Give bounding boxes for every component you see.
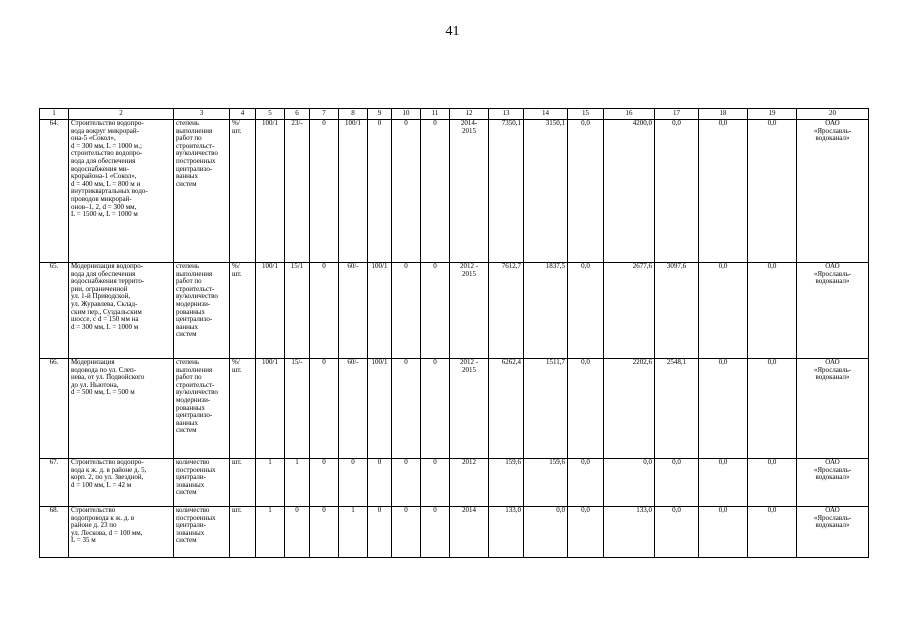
table-row [40,120,869,263]
cell-col16: 4200,0 [604,120,655,263]
cell-col10: 0 [392,120,421,263]
cell-col8: 60/- [339,263,368,359]
cell-col11: 0 [421,507,450,558]
cell-col14: 3150,1 [524,120,568,263]
cell-col5: 100/1 [256,263,285,359]
years: 2014- 2015 [450,120,489,263]
column-header: 5 [256,109,285,120]
cell-col14: 1837,5 [524,263,568,359]
years: 2014 [450,507,489,558]
cell-col15: 0,0 [568,120,604,263]
cell-col6: 0 [285,507,310,558]
indicator-name: степень выполнения работ по строительст- ву/количество построенных централизо- ванных систем [174,120,230,263]
organization: ОАО «Ярославль- водоканал» [797,263,869,359]
organization: ОАО «Ярославль- водоканал» [797,459,869,507]
cell-col10: 0 [392,507,421,558]
column-header: 20 [797,109,869,120]
table-row [40,507,869,558]
cell-col19: 0,0 [748,507,797,558]
cell-col17: 2548,1 [655,359,699,459]
column-header: 8 [339,109,368,120]
cell-col7: 0 [310,263,339,359]
unit: шт. [230,507,256,558]
cell-col19: 0,0 [748,263,797,359]
column-header: 4 [230,109,256,120]
measure-description: Модернизация водопро- вода для обеспечения водоснабжения террито- рии, ограниченной ул. 1-й Приводской, ул. Журавлева, Склад- ским пер., Суздальским шоссе, с d = 150 мм на d = 300 мм, L = 1000 м [69,263,174,359]
measure-description: Строительство водопровода к ж. д. в районе д. 23 по ул. Лескова, d = 100 мм, L = 35 м [69,507,174,558]
cell-col6: 1 [285,459,310,507]
table-row [40,263,869,359]
column-header: 14 [524,109,568,120]
cell-col14: 0,0 [524,507,568,558]
cell-col9: 100/1 [368,263,392,359]
organization: ОАО «Ярославль- водоканал» [797,507,869,558]
cell-col11: 0 [421,263,450,359]
cell-col15: 0,0 [568,263,604,359]
cell-col13: 7350,1 [489,120,524,263]
organization: ОАО «Ярославль- водоканал» [797,120,869,263]
indicator-name: степень выполнения работ по строительст- ву/количество модернизи- рованных централизо- ванных систем [174,263,230,359]
program-table [39,108,869,558]
column-header: 17 [655,109,699,120]
cell-col18: 0,0 [699,459,748,507]
cell-col18: 0,0 [699,120,748,263]
cell-col14: 159,6 [524,459,568,507]
cell-col13: 6262,4 [489,359,524,459]
cell-col18: 0,0 [699,359,748,459]
column-header: 1 [40,109,69,120]
table-row [40,359,869,459]
cell-col8: 1 [339,507,368,558]
cell-col16: 2677,6 [604,263,655,359]
measure-description: Модернизация водовода по ул. Слеп- нева, от ул. Подвойского до ул. Ньютона, d = 500 мм, L = 500 м [69,359,174,459]
years: 2012 - 2015 [450,263,489,359]
column-header: 2 [69,109,174,120]
cell-col5: 1 [256,507,285,558]
years: 2012 [450,459,489,507]
cell-col8: 100/1 [339,120,368,263]
cell-col13: 7612,7 [489,263,524,359]
column-header: 7 [310,109,339,120]
unit: %/ шт. [230,120,256,263]
cell-col13: 133,0 [489,507,524,558]
indicator-name: количество построенных централи- зованных систем [174,459,230,507]
cell-col8: 60/- [339,359,368,459]
unit: %/ шт. [230,359,256,459]
cell-col15: 0,0 [568,359,604,459]
column-header: 12 [450,109,489,120]
cell-col7: 0 [310,359,339,459]
column-header: 15 [568,109,604,120]
cell-col7: 0 [310,120,339,263]
cell-col19: 0,0 [748,120,797,263]
organization: ОАО «Ярославль- водоканал» [797,359,869,459]
page-number: 41 [445,24,460,39]
measure-description: Строительство водопро- вода к ж. д. в районе д. 5, корп. 2, по ул. Звездной, d = 100 мм, L = 42 м [69,459,174,507]
cell-col19: 0,0 [748,459,797,507]
column-header: 11 [421,109,450,120]
years: 2012 - 2015 [450,359,489,459]
column-header: 10 [392,109,421,120]
cell-col11: 0 [421,459,450,507]
measure-description: Строительство водопро- вода вокруг микрорай- она-5 «Сокол», d = 300 мм, L = 1000 м.; строительство водопро- вода для обеспечения водоснабжения ми- крорайона-1 «Сокол», d = 400 мм, L = 800 м и внутриквартальных водо- проводов микрорай- онов–1, 2, d = 300 мм, L = 1500 м, L = 1000 м [69,120,174,263]
cell-col15: 0,0 [568,459,604,507]
column-header: 19 [748,109,797,120]
cell-col6: 15/- [285,359,310,459]
cell-col8: 0 [339,459,368,507]
cell-col10: 0 [392,263,421,359]
column-header: 3 [174,109,230,120]
indicator-name: количество построенных централи- зованных систем [174,507,230,558]
column-header: 18 [699,109,748,120]
cell-col5: 1 [256,459,285,507]
cell-col13: 159,6 [489,459,524,507]
indicator-name: степень выполнения работ по строительст- ву/количество модернизи- рованных централизо- ванных систем [174,359,230,459]
column-header: 6 [285,109,310,120]
cell-col6: 15/1 [285,263,310,359]
cell-col16: 133,0 [604,507,655,558]
table-row [40,459,869,507]
column-header: 16 [604,109,655,120]
column-header: 13 [489,109,524,120]
row-number: 66. [40,359,69,459]
cell-col9: 100/1 [368,359,392,459]
cell-col17: 3097,6 [655,263,699,359]
cell-col11: 0 [421,359,450,459]
cell-col10: 0 [392,359,421,459]
cell-col6: 23/- [285,120,310,263]
cell-col16: 0,0 [604,459,655,507]
cell-col9: 0 [368,507,392,558]
cell-col18: 0,0 [699,263,748,359]
row-number: 67. [40,459,69,507]
cell-col11: 0 [421,120,450,263]
cell-col15: 0,0 [568,507,604,558]
row-number: 68. [40,507,69,558]
cell-col10: 0 [392,459,421,507]
cell-col5: 100/1 [256,359,285,459]
unit: шт. [230,459,256,507]
cell-col18: 0,0 [699,507,748,558]
cell-col7: 0 [310,459,339,507]
cell-col5: 100/1 [256,120,285,263]
cell-col14: 1511,7 [524,359,568,459]
cell-col16: 2202,6 [604,359,655,459]
header-row [40,109,869,120]
cell-col9: 0 [368,120,392,263]
cell-col7: 0 [310,507,339,558]
cell-col17: 0,0 [655,507,699,558]
cell-col19: 0,0 [748,359,797,459]
unit: %/ шт. [230,263,256,359]
cell-col9: 0 [368,459,392,507]
column-header: 9 [368,109,392,120]
row-number: 65. [40,263,69,359]
cell-col17: 0,0 [655,459,699,507]
row-number: 64. [40,120,69,263]
cell-col17: 0,0 [655,120,699,263]
